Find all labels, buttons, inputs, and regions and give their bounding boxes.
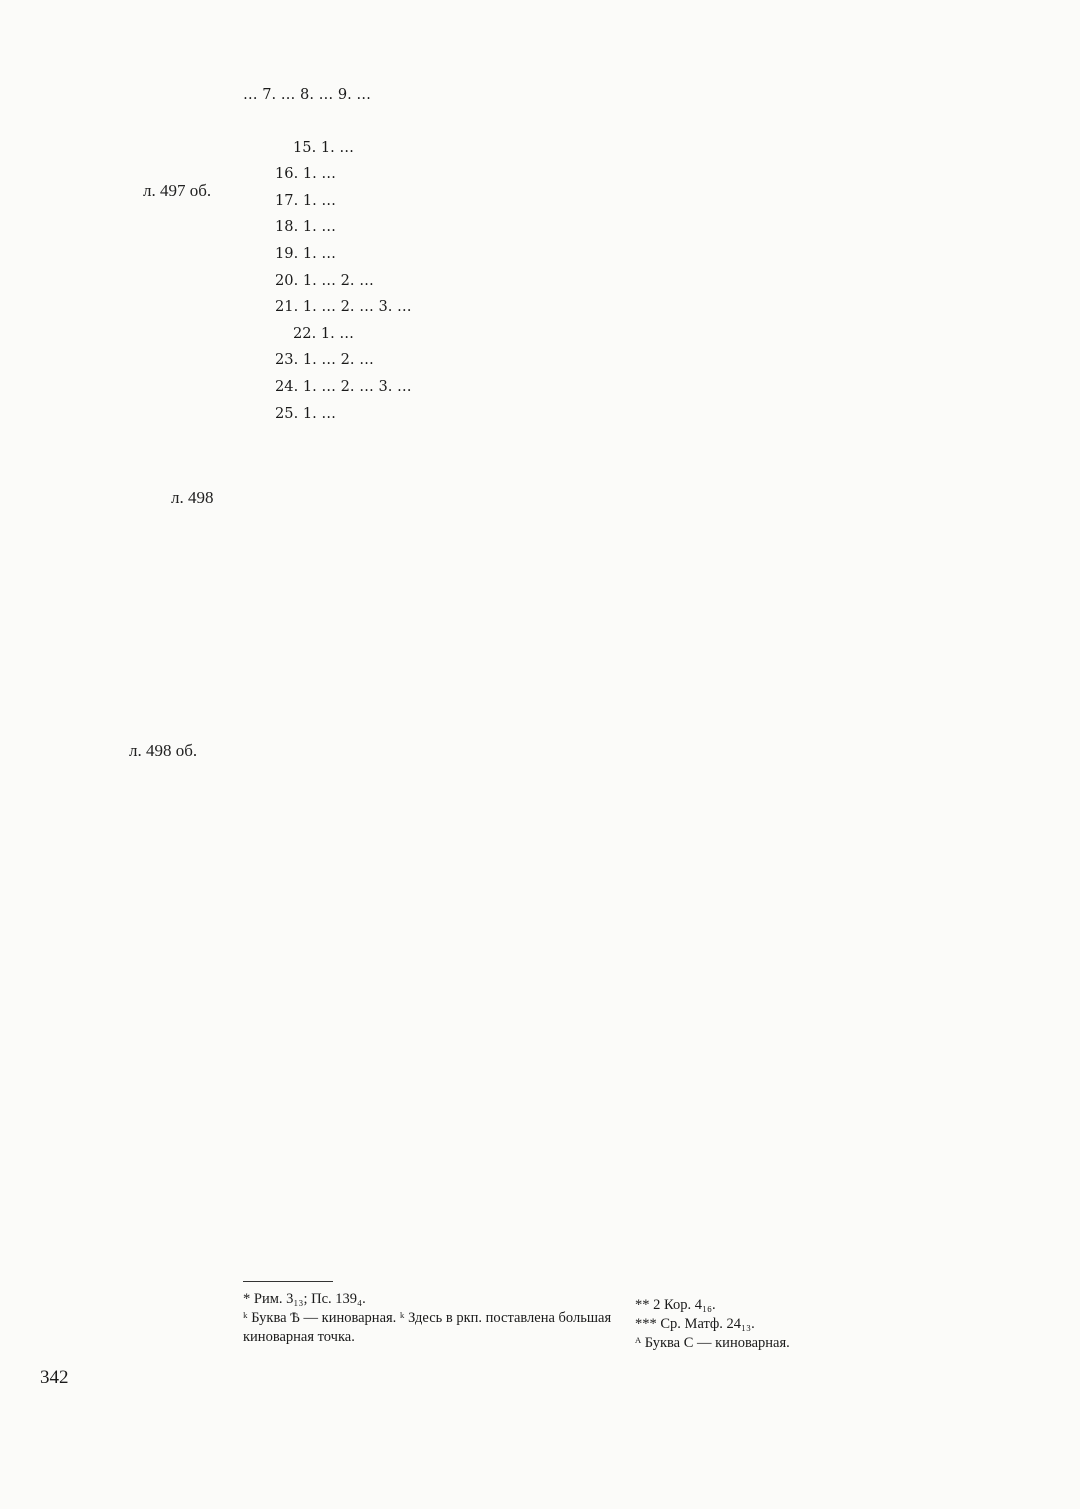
paragraph: 25. 1. …: [275, 404, 337, 422]
footnote: ᵏ Буква Ѣ — киноварная. ᵏ Здесь в ркп. поставлена большая киноварная точка.: [243, 1310, 612, 1345]
paragraph: 19. 1. …: [275, 244, 337, 262]
footnotes-left-column: [243, 1290, 613, 1347]
footnote: * Рим. 3₁₃; Пс. 139₄.: [243, 1291, 366, 1307]
paragraph: 18. 1. …: [275, 218, 337, 236]
folio-marker: л. 498 об.: [129, 741, 198, 760]
page-number: 342: [40, 1367, 69, 1388]
paragraph: 15. 1. …: [293, 138, 355, 156]
folio-marker: л. 498: [171, 488, 214, 507]
main-text: [243, 82, 1033, 427]
paragraph: 21. 1. … 2. … 3. …: [275, 298, 412, 316]
footnote-rule: [243, 1281, 333, 1282]
footnote: ** 2 Кор. 4₁₆.: [635, 1297, 716, 1313]
folio-marker: л. 497 об.: [143, 181, 212, 200]
footnote: *** Ср. Матф. 24₁₃.: [635, 1316, 755, 1332]
paragraph: 20. 1. … 2. …: [275, 271, 374, 289]
footnote: ᴬ Буква С — киноварная.: [635, 1335, 790, 1351]
footnotes-right-column: [635, 1296, 1035, 1353]
paragraph: 17. 1. …: [275, 191, 337, 209]
paragraph: 24. 1. … 2. … 3. …: [275, 377, 412, 395]
paragraph: … 7. … 8. … 9. …: [243, 86, 371, 103]
paragraph: 16. 1. …: [275, 165, 337, 183]
paragraph: 22. 1. …: [293, 324, 355, 342]
paragraph: 23. 1. … 2. …: [275, 351, 374, 369]
